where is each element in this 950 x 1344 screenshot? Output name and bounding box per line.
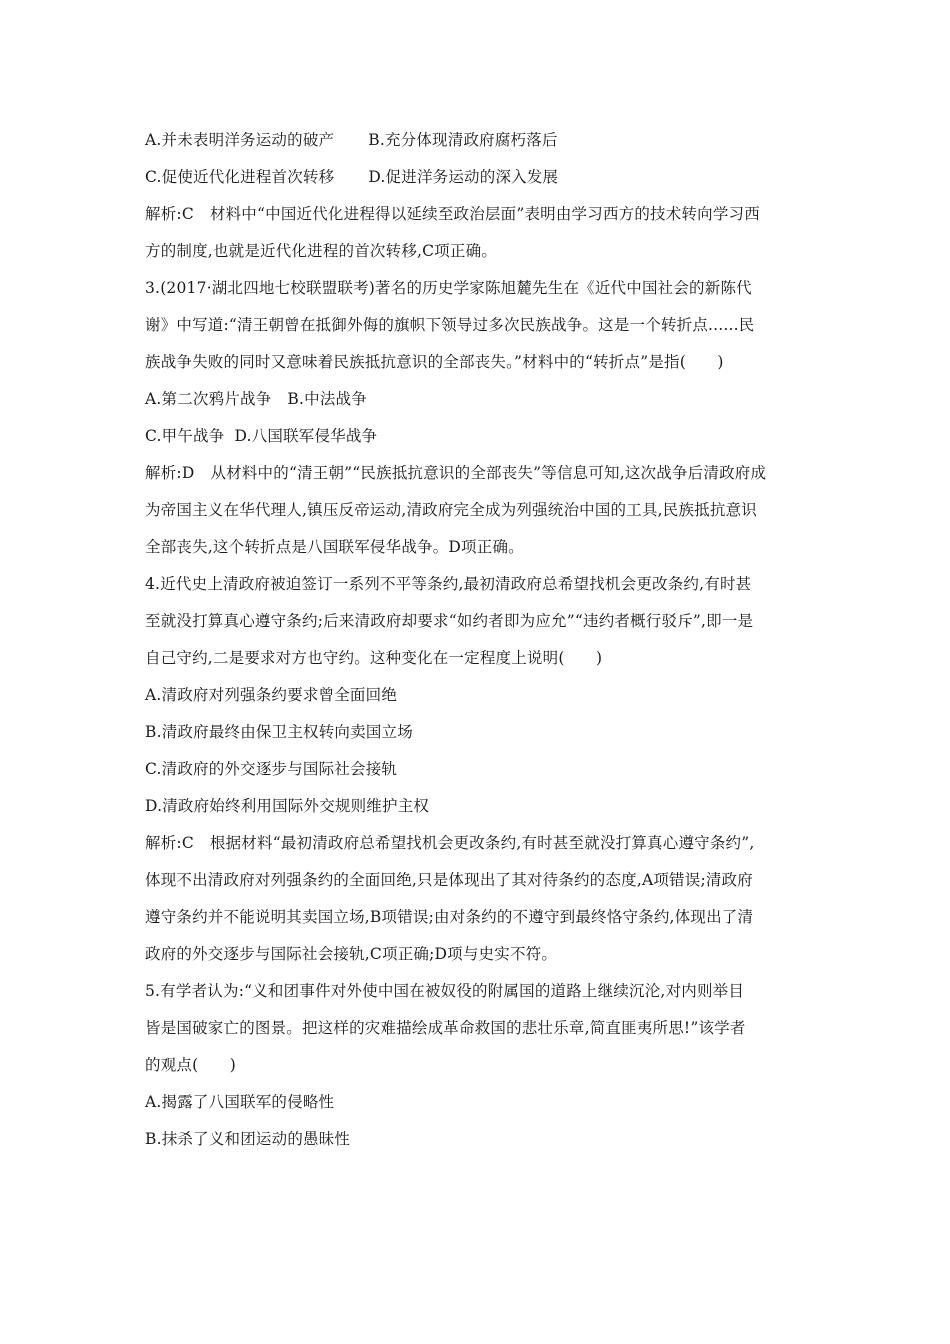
q2-option-a[interactable]: A.并未表明洋务运动的破产 — [145, 131, 335, 149]
q5-stem-line-2: 皆是国破家亡的图景。把这样的灾难描绘成革命救国的悲壮乐章,简直匪夷所思!”该学者 — [145, 1019, 746, 1037]
q3-analysis-label: 解析:D — [145, 464, 195, 482]
q3-stem-line-3: 族战争失败的同时又意味着民族抵抗意识的全部丧失。”材料中的“转折点”是指( ) — [145, 353, 724, 371]
q3-option-b[interactable]: B.中法战争 — [287, 390, 367, 408]
q3-analysis-line-3: 全部丧失,这个转折点是八国联军侵华战争。D项正确。 — [145, 538, 524, 556]
q4-option-c[interactable]: C.清政府的外交逐步与国际社会接轨 — [145, 760, 398, 778]
q4-option-d[interactable]: D.清政府始终利用国际外交规则维护主权 — [145, 797, 430, 815]
q4-analysis-line-1 — [145, 825, 810, 862]
q4-stem-line-1: 4.近代史上清政府被迫签订一系列不平等条约,最初清政府总希望找机会更改条约,有时甚 — [145, 575, 752, 593]
q3-option-c[interactable]: C.甲午战争 — [145, 427, 225, 445]
q2-analysis-text-1: 材料中“中国近代化进程得以延续至政治层面”表明由学习西方的技术转向学习西 — [209, 205, 760, 223]
q4-stem-line-3: 自己守约,二是要求对方也守约。这种变化在一定程度上说明( ) — [145, 649, 603, 667]
document-page — [145, 122, 810, 1158]
q3-options-row-1 — [145, 381, 810, 418]
q4-stem-line-2: 至就没打算真心遵守条约;后来清政府却要求“如约者即为应允”“违约者概行驳斥”,即一是 — [145, 612, 754, 630]
q2-option-c[interactable]: C.促使近代化进程首次转移 — [145, 168, 335, 186]
q4-option-a[interactable]: A.清政府对列强条约要求曾全面回绝 — [145, 686, 398, 704]
q2-options-row-2 — [145, 159, 810, 196]
q5-stem-line-3: 的观点( ) — [145, 1056, 236, 1074]
q4-analysis-line-4: 政府的外交逐步与国际社会接轨,C项正确;D项与史实不符。 — [145, 945, 558, 963]
q3-option-d[interactable]: D.八国联军侵华战争 — [234, 427, 378, 445]
q3-stem-line-1: 3.(2017·湖北四地七校联盟联考)著名的历史学家陈旭麓先生在《近代中国社会的新陈代 — [145, 279, 752, 297]
q3-analysis-line-2: 为帝国主义在华代理人,镇压反帝运动,清政府完全成为列强统治中国的工具,民族抵抗意识 — [145, 501, 757, 519]
q4-analysis-label: 解析:C — [145, 834, 194, 852]
q2-analysis-line-1 — [145, 196, 810, 233]
q3-stem-line-2: 谢》中写道:“清王朝曾在抵御外侮的旗帜下领导过多次民族战争。这是一个转折点......民 — [145, 316, 755, 334]
q3-options-row-2 — [145, 418, 810, 455]
q5-option-a[interactable]: A.揭露了八国联军的侵略性 — [145, 1093, 335, 1111]
q2-option-b[interactable]: B.充分体现清政府腐朽落后 — [368, 131, 558, 149]
q3-option-a[interactable]: A.第二次鸦片战争 — [145, 390, 272, 408]
q5-option-b[interactable]: B.抹杀了义和团运动的愚昧性 — [145, 1130, 351, 1148]
q2-option-d[interactable]: D.促进洋务运动的深入发展 — [368, 168, 559, 186]
q3-analysis-line-1 — [145, 455, 810, 492]
q2-analysis-line-2: 方的制度,也就是近代化进程的首次转移,C项正确。 — [145, 242, 498, 260]
q3-analysis-text-1: 从材料中的“清王朝”“民族抵抗意识的全部丧失”等信息可知,这次战争后清政府成 — [210, 464, 767, 482]
q2-options-row-1 — [145, 122, 810, 159]
q4-analysis-line-2: 体现不出清政府对列强条约的全面回绝,只是体现出了其对待条约的态度,A项错误;清政府 — [145, 871, 753, 889]
q4-analysis-line-3: 遵守条约并不能说明其卖国立场,B项错误;由对条约的不遵守到最终恪守条约,体现出了清 — [145, 908, 754, 926]
q4-analysis-text-1: 根据材料“最初清政府总希望找机会更改条约,有时甚至就没打算真心遵守条约”, — [209, 834, 755, 852]
q4-option-b[interactable]: B.清政府最终由保卫主权转向卖国立场 — [145, 723, 413, 741]
q5-stem-line-1: 5.有学者认为:“义和团事件对外使中国在被奴役的附属国的道路上继续沉沦,对内则举目 — [145, 982, 745, 1000]
q2-analysis-label: 解析:C — [145, 205, 194, 223]
